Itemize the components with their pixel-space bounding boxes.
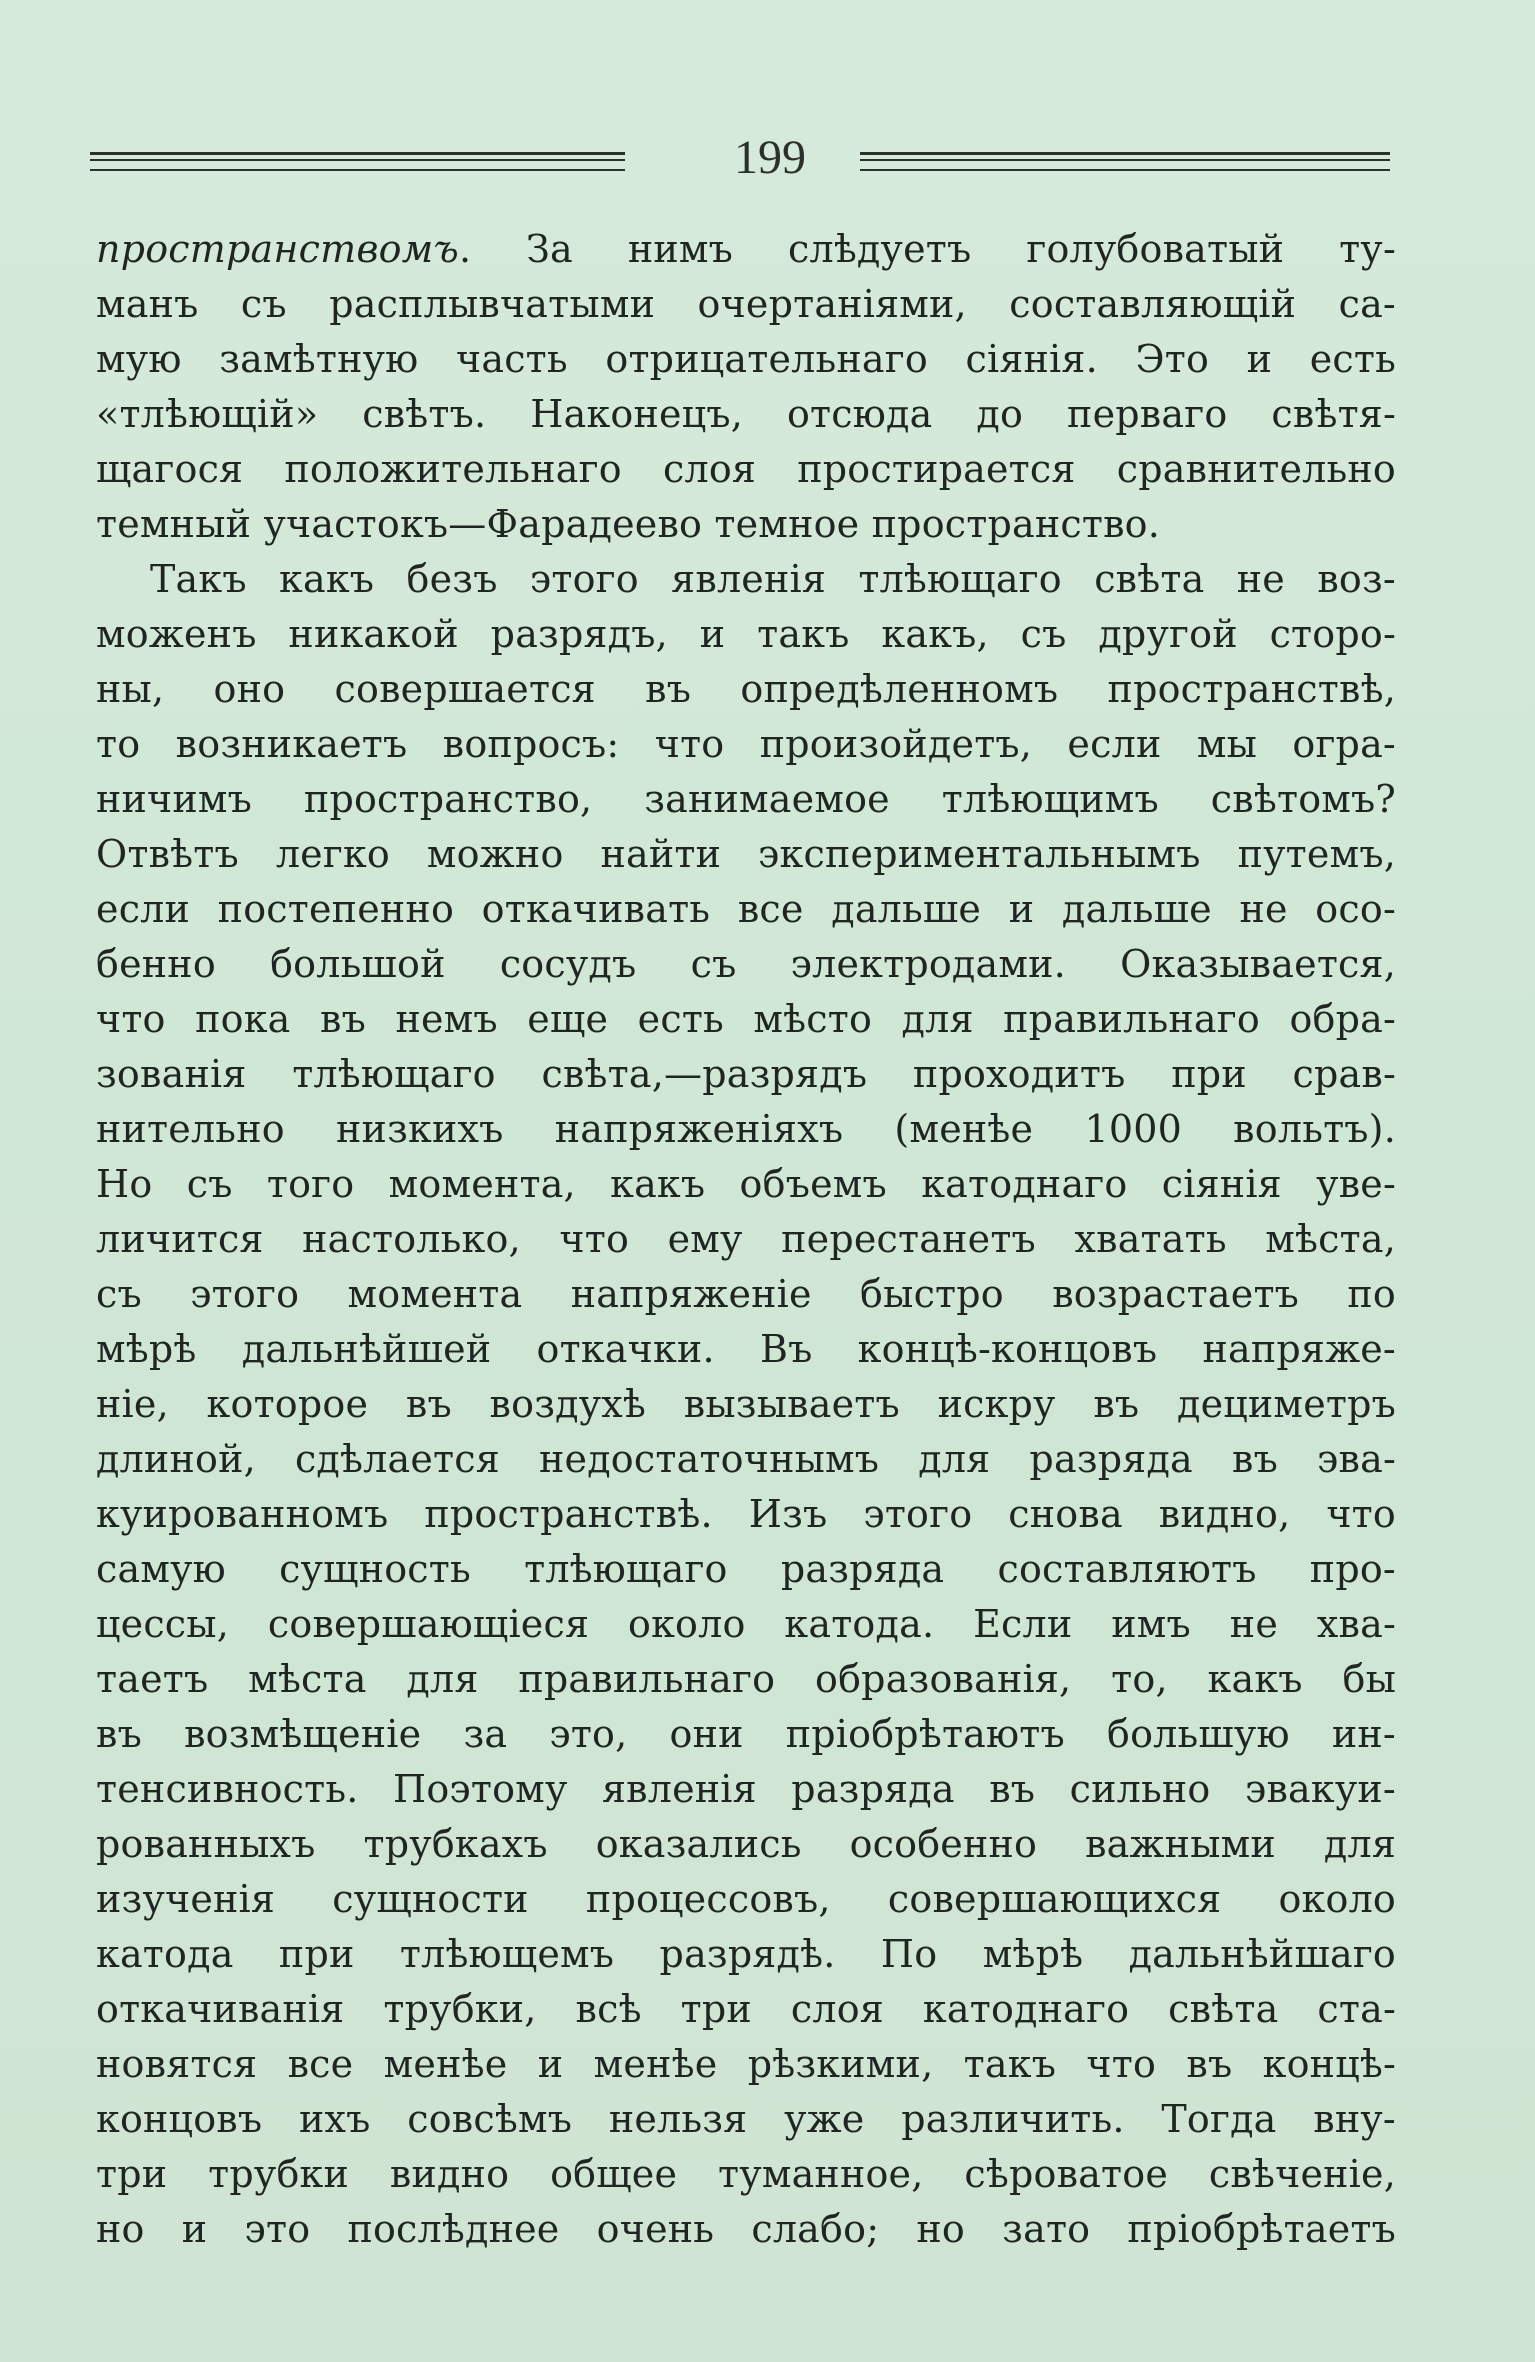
text-line xyxy=(96,1322,1396,1377)
page-number: 199 xyxy=(734,131,806,184)
text-line xyxy=(96,1432,1396,1487)
text-fragment: нительно низкихъ напряженіяхъ (менѣе 1000 вольтъ). xyxy=(96,1107,1396,1151)
text-fragment: длиной, сдѣлается недостаточнымъ для разряда въ эва- xyxy=(96,1437,1396,1481)
text-fragment: манъ съ расплывчатыми очертаніями, составляющій са- xyxy=(96,282,1396,326)
text-line xyxy=(96,1267,1396,1322)
text-line xyxy=(96,442,1396,497)
header-rule-right xyxy=(860,152,1390,171)
text-line xyxy=(96,1762,1396,1817)
text-fragment: откачиванія трубки, всѣ три слоя катоднаго свѣта ста- xyxy=(96,1987,1396,2031)
text-fragment: въ возмѣщеніе за это, они пріобрѣтаютъ большую ин- xyxy=(96,1712,1396,1756)
text-line xyxy=(96,717,1396,772)
text-fragment: то возникаетъ вопросъ: что произойдетъ, если мы огра- xyxy=(96,722,1396,766)
text-line xyxy=(96,552,1396,607)
text-line xyxy=(96,2147,1396,2202)
text-line xyxy=(96,607,1396,662)
text-fragment: бенно большой сосудъ съ электродами. Оказывается, xyxy=(96,942,1396,986)
text-fragment: Но съ того момента, какъ объемъ катоднаго сіянія уве- xyxy=(96,1162,1396,1206)
text-line xyxy=(96,1377,1396,1432)
text-line xyxy=(96,2092,1396,2147)
text-line xyxy=(96,1212,1396,1267)
text-line xyxy=(96,1707,1396,1762)
text-line xyxy=(96,1487,1396,1542)
text-fragment: ны, оно совершается въ опредѣленномъ пространствѣ, xyxy=(96,667,1396,711)
text-fragment: если постепенно откачивать все дальше и дальше не осо- xyxy=(96,887,1396,931)
page-header xyxy=(90,128,1390,188)
text-fragment: самую сущность тлѣющаго разряда составляютъ про- xyxy=(96,1547,1396,1591)
text-fragment: . За нимъ слѣдуетъ голубоватый ту- xyxy=(458,227,1396,271)
text-fragment: тенсивность. Поэтому явленія разряда въ сильно эвакуи- xyxy=(96,1767,1396,1811)
text-line xyxy=(96,1652,1396,1707)
text-line xyxy=(96,662,1396,717)
text-fragment: моженъ никакой разрядъ, и такъ какъ, съ другой сторо- xyxy=(96,612,1396,656)
text-fragment: ніе, которое въ воздухѣ вызываетъ искру въ дециметръ xyxy=(96,1382,1396,1426)
text-fragment: рованныхъ трубкахъ оказались особенно важными для xyxy=(96,1822,1396,1866)
text-line xyxy=(96,1542,1396,1597)
italic-term: пространствомъ xyxy=(96,227,459,271)
text-fragment: личится настолько, что ему перестанетъ хватать мѣста, xyxy=(96,1217,1396,1261)
text-fragment: щагося положительнаго слоя простирается сравнительно xyxy=(96,447,1396,491)
text-line xyxy=(96,277,1396,332)
text-fragment: изученія сущности процессовъ, совершающихся около xyxy=(96,1877,1396,1921)
body-text xyxy=(96,222,1396,2257)
text-line xyxy=(96,497,1396,552)
text-line xyxy=(96,1102,1396,1157)
text-fragment: Отвѣтъ легко можно найти экспериментальнымъ путемъ, xyxy=(96,832,1396,876)
text-line xyxy=(96,1817,1396,1872)
text-fragment: куированномъ пространствѣ. Изъ этого снова видно, что xyxy=(96,1492,1396,1536)
text-line xyxy=(96,387,1396,442)
text-line xyxy=(96,2037,1396,2092)
text-line xyxy=(96,827,1396,882)
text-fragment: концовъ ихъ совсѣмъ нельзя уже различить. Тогда вну- xyxy=(96,2097,1396,2141)
text-fragment: мѣрѣ дальнѣйшей откачки. Въ концѣ-концовъ напряже- xyxy=(96,1327,1396,1371)
text-fragment: съ этого момента напряженіе быстро возрастаетъ по xyxy=(96,1272,1396,1316)
text-fragment: но и это послѣднее очень слабо; но зато пріобрѣтаетъ xyxy=(96,2207,1396,2251)
text-line xyxy=(96,1157,1396,1212)
text-line xyxy=(96,222,1396,277)
text-fragment: Такъ какъ безъ этого явленія тлѣющаго свѣта не воз- xyxy=(150,557,1396,601)
text-line xyxy=(96,2202,1396,2257)
text-line xyxy=(96,332,1396,387)
header-rule-left xyxy=(90,152,625,171)
text-fragment: что пока въ немъ еще есть мѣсто для правильнаго обра- xyxy=(96,997,1396,1041)
text-line xyxy=(96,1872,1396,1927)
text-fragment: мую замѣтную часть отрицательнаго сіянія. Это и есть xyxy=(96,337,1396,381)
text-line xyxy=(96,937,1396,992)
text-line xyxy=(96,882,1396,937)
text-fragment: зованія тлѣющаго свѣта,—разрядъ проходитъ при срав- xyxy=(96,1052,1396,1096)
text-fragment: новятся все менѣе и менѣе рѣзкими, такъ что въ концѣ- xyxy=(96,2042,1396,2086)
text-line xyxy=(96,992,1396,1047)
text-fragment: катода при тлѣющемъ разрядѣ. По мѣрѣ дальнѣйшаго xyxy=(96,1932,1396,1976)
text-fragment: три трубки видно общее туманное, сѣроватое свѣченіе, xyxy=(96,2152,1396,2196)
text-fragment: цессы, совершающіеся около катода. Если имъ не хва- xyxy=(96,1602,1396,1646)
text-fragment: ничимъ пространство, занимаемое тлѣющимъ свѣтомъ? xyxy=(96,777,1396,821)
text-fragment: «тлѣющій» свѣтъ. Наконецъ, отсюда до перваго свѣтя- xyxy=(96,392,1396,436)
text-line xyxy=(96,1982,1396,2037)
text-line xyxy=(96,772,1396,827)
text-line xyxy=(96,1047,1396,1102)
text-fragment: таетъ мѣста для правильнаго образованія, то, какъ бы xyxy=(96,1657,1396,1701)
text-line xyxy=(96,1597,1396,1652)
text-line xyxy=(96,1927,1396,1982)
text-fragment: темный участокъ—Фарадеево темное пространство. xyxy=(96,502,1161,546)
